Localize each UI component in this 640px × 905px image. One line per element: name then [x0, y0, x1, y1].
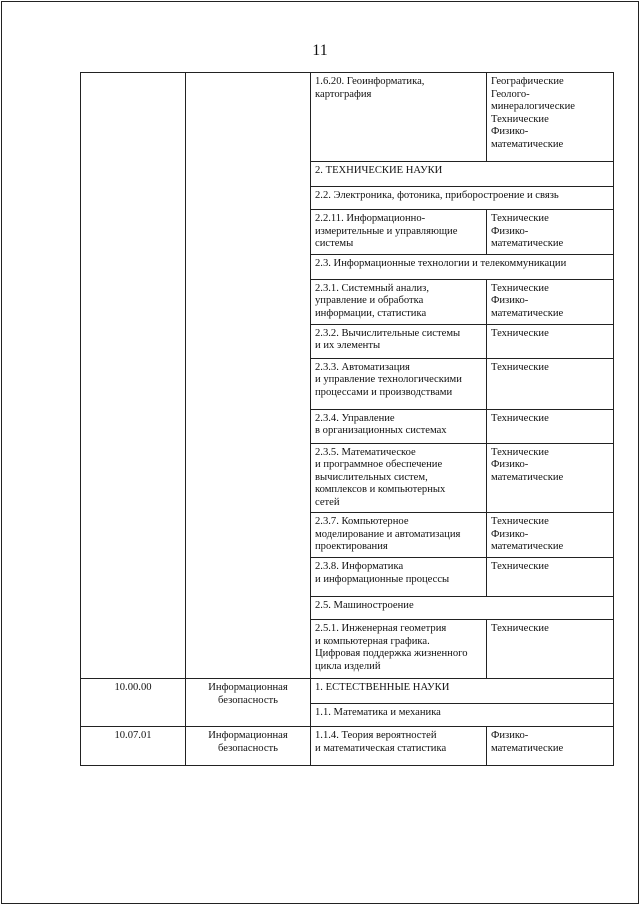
fields-cell	[487, 73, 614, 162]
specialty-cell	[311, 727, 487, 766]
fields-cell	[487, 279, 614, 324]
field-line: Технические	[491, 516, 549, 527]
fields-cell	[487, 727, 614, 766]
name-cell-empty	[186, 73, 311, 679]
field-line: Физико-	[491, 126, 529, 137]
fields-cell	[487, 358, 614, 409]
table-row	[81, 73, 614, 162]
specialty-line: 2.2.11. Информационно-	[315, 213, 426, 224]
field-line: Технические	[491, 623, 549, 634]
fields-cell	[487, 620, 614, 679]
field-line: Физико-	[491, 730, 529, 741]
section-cell: 2.2. Электроника, фотоника, приборостроение и связь	[311, 187, 614, 210]
field-line: Физико-	[491, 225, 529, 237]
specialty-line: 2.3.1. Системный анализ,	[315, 282, 430, 294]
fields-cell	[487, 324, 614, 358]
field-line: Технические	[491, 361, 549, 373]
section-cell: 1. ЕСТЕСТВЕННЫЕ НАУКИ	[311, 679, 614, 704]
specialty-line: моделирование и автоматизация	[315, 528, 461, 540]
specialty-cell	[311, 513, 487, 558]
specialty-cell	[311, 620, 487, 679]
fields-cell	[487, 443, 614, 513]
specialty-cell	[311, 279, 487, 324]
field-line: Технические	[491, 446, 549, 458]
field-line: Геолого-	[491, 88, 530, 100]
field-line: Технические	[491, 113, 549, 125]
specialty-line: системы	[315, 238, 354, 249]
specialty-line: комплексов и компьютерных	[315, 484, 446, 495]
specialty-line: и информационные процессы	[315, 573, 450, 585]
code-cell: 10.00.00	[81, 679, 186, 727]
specialty-cell	[311, 558, 487, 597]
specialty-cell	[311, 324, 487, 358]
specialty-cell	[311, 73, 487, 162]
specialty-line: в организационных системах	[315, 425, 447, 436]
section-cell: 1.1. Математика и механика	[311, 704, 614, 727]
field-line: математические	[491, 138, 564, 150]
field-line: Технические	[491, 412, 549, 424]
field-line: математические	[491, 541, 564, 552]
specialty-line: и компьютерная графика.	[315, 635, 430, 647]
specialty-line: 1.1.4. Теория вероятностей	[315, 730, 437, 741]
page-number: 11	[312, 42, 328, 59]
code-cell-empty	[81, 73, 186, 679]
specialty-line: и программное обеспечение	[315, 459, 443, 470]
name-line: Информационная	[208, 730, 288, 741]
name-line: безопасность	[218, 742, 278, 754]
specialties-table	[80, 72, 614, 766]
code-cell: 10.07.01	[81, 727, 186, 766]
field-line: Физико-	[491, 459, 529, 470]
field-line: математические	[491, 238, 564, 249]
table-row	[81, 679, 614, 704]
specialty-line: управление и обработка	[315, 295, 424, 306]
field-line: Физико-	[491, 528, 529, 540]
specialty-line: 2.3.7. Компьютерное	[315, 516, 409, 527]
specialty-line: информации, статистика	[315, 307, 427, 319]
section-cell: 2.3. Информационные технологии и телекоммуникации	[311, 254, 614, 279]
field-line: математические	[491, 471, 564, 483]
specialty-line: 2.5.1. Инженерная геометрия	[315, 623, 447, 634]
table-row	[81, 727, 614, 766]
specialty-line: картография	[315, 88, 372, 100]
specialty-line: 2.3.2. Вычислительные системы	[315, 327, 461, 339]
specialty-line: Цифровая поддержка жизненного	[315, 648, 468, 659]
name-cell	[186, 727, 311, 766]
table-body	[81, 73, 614, 766]
fields-cell	[487, 210, 614, 255]
specialty-line: и математическая статистика	[315, 742, 447, 754]
specialty-line: цикла изделий	[315, 660, 381, 672]
field-line: математические	[491, 742, 564, 754]
field-line: Технические	[491, 561, 549, 572]
specialty-line: 1.6.20. Геоинформатика,	[315, 76, 425, 87]
field-line: минералогические	[491, 101, 575, 112]
specialty-line: процессами и производствами	[315, 386, 453, 398]
specialty-line: и управление технологическими	[315, 374, 462, 385]
field-line: Технические	[491, 327, 549, 339]
specialty-cell	[311, 358, 487, 409]
section-cell: 2. ТЕХНИЧЕСКИЕ НАУКИ	[311, 162, 614, 187]
specialty-line: измерительные и управляющие	[315, 225, 458, 237]
fields-cell	[487, 558, 614, 597]
field-line: Технические	[491, 213, 549, 224]
fields-cell	[487, 513, 614, 558]
specialty-cell	[311, 409, 487, 443]
field-line: Физико-	[491, 295, 529, 306]
specialty-line: проектирования	[315, 541, 388, 552]
specialty-line: сетей	[315, 496, 340, 508]
name-cell	[186, 679, 311, 727]
field-line: математические	[491, 307, 564, 319]
specialty-line: вычислительных систем,	[315, 471, 428, 483]
specialty-line: 2.3.3. Автоматизация	[315, 361, 410, 373]
specialty-line: 2.3.8. Информатика	[315, 561, 404, 572]
section-cell: 2.5. Машиностроение	[311, 597, 614, 620]
name-line: безопасность	[218, 694, 278, 706]
specialty-line: и их элементы	[315, 340, 381, 351]
name-line: Информационная	[208, 682, 288, 693]
fields-cell	[487, 409, 614, 443]
specialty-line: 2.3.5. Математическое	[315, 446, 416, 458]
field-line: Технические	[491, 282, 549, 294]
specialty-line: 2.3.4. Управление	[315, 412, 395, 424]
specialty-cell	[311, 210, 487, 255]
field-line: Географические	[491, 76, 564, 87]
specialty-cell	[311, 443, 487, 513]
